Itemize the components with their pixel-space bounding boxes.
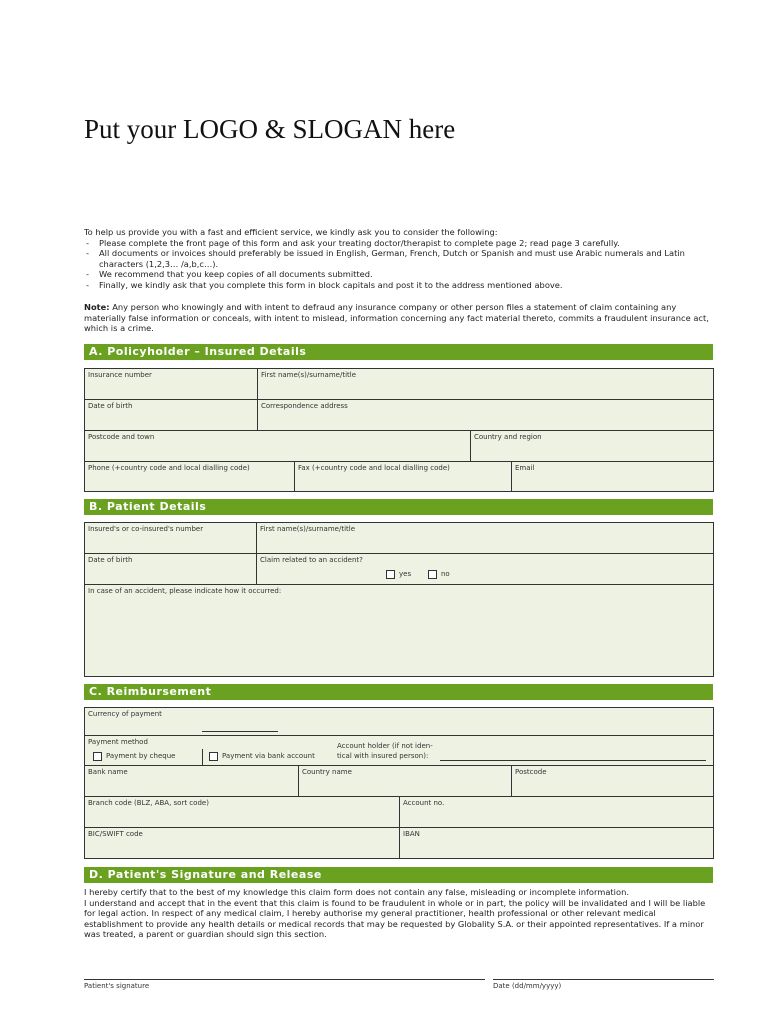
payment-cheque-checkbox[interactable]: [93, 752, 102, 761]
checkbox-label-bank: Payment via bank account: [222, 752, 315, 760]
field-label: Insured's or co-insured's number: [88, 525, 204, 533]
field-label: Fax (+country code and local dialling code): [298, 464, 450, 472]
field-label: Insurance number: [88, 371, 152, 379]
field-label: Correspondence address: [261, 402, 348, 410]
fraud-note: [84, 302, 714, 334]
currency-input-line[interactable]: [202, 731, 278, 732]
field-label: Date of birth: [88, 402, 133, 410]
section-b-header: B. Patient Details: [84, 499, 713, 515]
bank-country-field[interactable]: [298, 765, 512, 797]
checkbox-label-cheque: Payment by cheque: [106, 752, 176, 760]
currency-field[interactable]: [84, 707, 714, 736]
field-label: In case of an accident, please indicate how it occurred:: [88, 587, 282, 595]
intro-instructions: [84, 227, 714, 291]
field-label: Postcode and town: [88, 433, 155, 441]
section-a-header: A. Policyholder – Insured Details: [84, 344, 713, 360]
note-label: Note:: [84, 302, 110, 312]
patient-insured-number-field[interactable]: [84, 522, 257, 554]
declaration-paragraph: I understand and accept that in the event that this claim is found to be fraudulent in whole or in part, the policy will be invalidated and I will be liable for legal action. In respect of any medical claim, I hereby authorise my general practitioner, health professional or other relevant medical establishment to provide any health details or medical records that may be requested by Globality S.A. or their appointed representatives. If a minor was treated, a parent or guardian should sign this section.: [84, 897, 706, 940]
date-label: Date (dd/mm/yyyy): [493, 982, 562, 990]
field-label: Email: [515, 464, 535, 472]
country-region-field[interactable]: [470, 430, 714, 462]
signature-label: Patient's signature: [84, 982, 150, 990]
field-label: Postcode: [515, 768, 547, 776]
iban-field[interactable]: [399, 827, 714, 859]
note-text: Any person who knowingly and with intent to defraud any insurance company or other person files a statement of claim containing any materially false information or conceals, with intent to mislead, information concerning any fact material thereto, commits a fraudulent insurance act, which is a crime.: [84, 302, 709, 334]
intro-bullet: - All documents or invoices should preferably be issued in English, German, French, Dutch or Spanish and must use Arabic numerals and Latin characters (1,2,3… /a,b,c…).: [84, 248, 714, 269]
bic-swift-field[interactable]: [84, 827, 400, 859]
field-label: First name(s)/surname/title: [261, 371, 357, 379]
section-c-header: C. Reimbursement: [84, 684, 713, 700]
date-line[interactable]: [493, 979, 714, 980]
field-label: Phone (+country code and local dialling code): [88, 464, 250, 472]
field-label: IBAN: [403, 830, 420, 838]
accident-question-field: [256, 553, 714, 585]
account-number-field[interactable]: [399, 796, 714, 828]
intro-bullet: - Please complete the front page of this form and ask your treating doctor/therapist to complete page 2; read page 3 carefully.: [84, 238, 714, 249]
patient-name-field[interactable]: [256, 522, 714, 554]
correspondence-address-field[interactable]: [257, 399, 714, 431]
field-label: Payment method: [88, 738, 148, 746]
branch-code-field[interactable]: [84, 796, 400, 828]
field-label: Branch code (BLZ, ABA, sort code): [88, 799, 209, 807]
accident-description-field[interactable]: [84, 584, 714, 677]
field-label: Date of birth: [88, 556, 133, 564]
bank-name-field[interactable]: [84, 765, 299, 797]
field-label: First name(s)/surname/title: [260, 525, 356, 533]
intro-bullet: - We recommend that you keep copies of all documents submitted.: [84, 269, 714, 280]
intro-bullet-list: [84, 238, 714, 291]
phone-field[interactable]: [84, 461, 295, 492]
payment-bank-checkbox[interactable]: [209, 752, 218, 761]
bank-postcode-field[interactable]: [511, 765, 714, 797]
accident-yes-checkbox[interactable]: [386, 570, 395, 579]
field-label: Country name: [302, 768, 352, 776]
account-holder-label: Account holder (if not iden-: [337, 742, 433, 750]
field-label: Country and region: [474, 433, 542, 441]
email-field[interactable]: [511, 461, 714, 492]
account-holder-label-cont: tical with insured person):: [337, 752, 429, 760]
insurance-number-field[interactable]: [84, 368, 258, 400]
policyholder-dob-field[interactable]: [84, 399, 258, 431]
policyholder-name-field[interactable]: [257, 368, 714, 400]
patient-dob-field[interactable]: [84, 553, 257, 585]
field-label: Bank name: [88, 768, 128, 776]
checkbox-label-yes: yes: [399, 570, 412, 578]
section-d-header: D. Patient's Signature and Release: [84, 867, 713, 883]
account-holder-input-line[interactable]: [440, 760, 706, 761]
accident-no-checkbox[interactable]: [428, 570, 437, 579]
logo-slogan-placeholder: Put your LOGO & SLOGAN here: [84, 114, 456, 144]
declaration-text: [84, 887, 714, 940]
checkbox-label-no: no: [441, 570, 450, 578]
field-label: Currency of payment: [88, 710, 162, 718]
intro-bullet: - Finally, we kindly ask that you complete this form in block capitals and post it to the address mentioned above.: [84, 280, 714, 291]
fax-field[interactable]: [294, 461, 512, 492]
declaration-paragraph: I hereby certify that to the best of my knowledge this claim form does not contain any false, misleading or incomplete information.: [84, 887, 629, 897]
intro-lead: To help us provide you with a fast and efficient service, we kindly ask you to consider the following:: [84, 227, 498, 237]
field-label: Claim related to an accident?: [260, 556, 363, 564]
field-label: Account no.: [403, 799, 445, 807]
divider: [202, 749, 203, 766]
postcode-town-field[interactable]: [84, 430, 471, 462]
field-label: BIC/SWIFT code: [88, 830, 143, 838]
signature-line[interactable]: [84, 979, 485, 980]
